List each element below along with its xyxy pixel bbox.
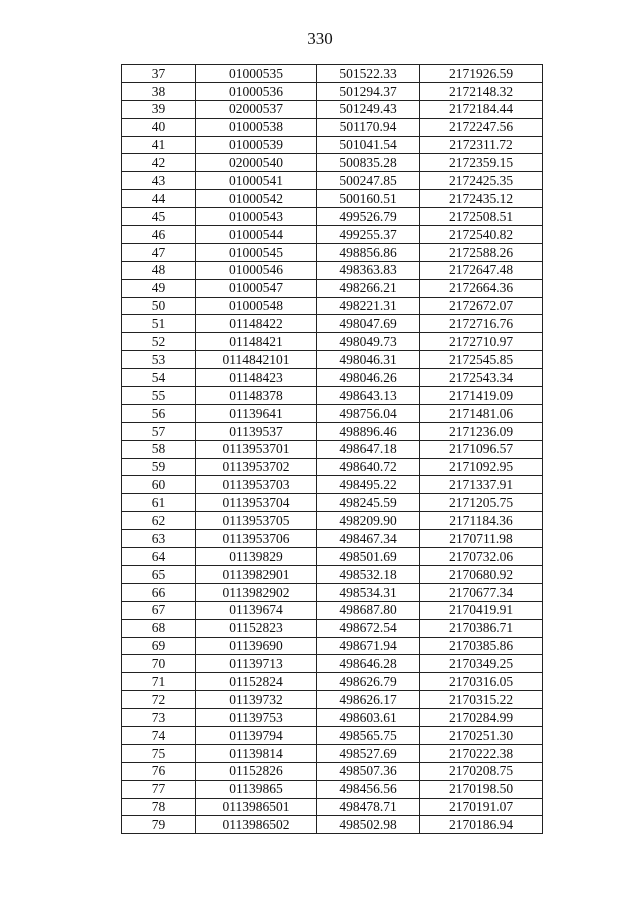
x-coordinate-cell: 501170.94 [317,118,420,136]
table-row [122,798,543,816]
row-number-cell: 69 [122,637,196,655]
table-row [122,387,543,405]
table-row [122,673,543,691]
row-number-cell: 73 [122,709,196,727]
point-code-cell: 0113986501 [196,798,317,816]
x-coordinate-cell: 501041.54 [317,136,420,154]
point-code-cell: 01148423 [196,369,317,387]
y-coordinate-cell: 2172359.15 [420,154,543,172]
x-coordinate-cell: 500160.51 [317,190,420,208]
y-coordinate-cell: 2170315.22 [420,691,543,709]
point-code-cell: 01000545 [196,243,317,261]
point-code-cell: 0113953701 [196,440,317,458]
x-coordinate-cell: 501249.43 [317,100,420,118]
y-coordinate-cell: 2171184.36 [420,512,543,530]
row-number-cell: 53 [122,351,196,369]
table-row [122,691,543,709]
row-number-cell: 78 [122,798,196,816]
x-coordinate-cell: 498527.69 [317,744,420,762]
x-coordinate-cell: 498363.83 [317,261,420,279]
x-coordinate-cell: 498495.22 [317,476,420,494]
point-code-cell: 01000544 [196,226,317,244]
y-coordinate-cell: 2172247.56 [420,118,543,136]
table-row [122,279,543,297]
y-coordinate-cell: 2170251.30 [420,726,543,744]
y-coordinate-cell: 2172710.97 [420,333,543,351]
x-coordinate-cell: 498478.71 [317,798,420,816]
x-coordinate-cell: 500835.28 [317,154,420,172]
x-coordinate-cell: 498245.59 [317,494,420,512]
row-number-cell: 59 [122,458,196,476]
table-row [122,548,543,566]
table-row [122,744,543,762]
y-coordinate-cell: 2170222.38 [420,744,543,762]
point-code-cell: 01000542 [196,190,317,208]
point-code-cell: 01000543 [196,208,317,226]
table-row [122,530,543,548]
point-code-cell: 01000547 [196,279,317,297]
point-code-cell: 01148378 [196,387,317,405]
x-coordinate-cell: 498565.75 [317,726,420,744]
point-code-cell: 01000546 [196,261,317,279]
point-code-cell: 01000535 [196,65,317,83]
row-number-cell: 45 [122,208,196,226]
x-coordinate-cell: 498671.94 [317,637,420,655]
point-code-cell: 01139690 [196,637,317,655]
y-coordinate-cell: 2171096.57 [420,440,543,458]
y-coordinate-cell: 2171092.95 [420,458,543,476]
row-number-cell: 37 [122,65,196,83]
point-code-cell: 0113953706 [196,530,317,548]
x-coordinate-cell: 498467.34 [317,530,420,548]
coordinates-table [121,64,543,834]
x-coordinate-cell: 498534.31 [317,583,420,601]
point-code-cell: 01139829 [196,548,317,566]
row-number-cell: 52 [122,333,196,351]
table-row [122,65,543,83]
row-number-cell: 48 [122,261,196,279]
table-row [122,369,543,387]
y-coordinate-cell: 2171337.91 [420,476,543,494]
row-number-cell: 38 [122,82,196,100]
row-number-cell: 49 [122,279,196,297]
y-coordinate-cell: 2171419.09 [420,387,543,405]
y-coordinate-cell: 2170198.50 [420,780,543,798]
y-coordinate-cell: 2172672.07 [420,297,543,315]
row-number-cell: 43 [122,172,196,190]
row-number-cell: 71 [122,673,196,691]
point-code-cell: 01139537 [196,422,317,440]
row-number-cell: 74 [122,726,196,744]
table-row [122,780,543,798]
row-number-cell: 66 [122,583,196,601]
y-coordinate-cell: 2172664.36 [420,279,543,297]
y-coordinate-cell: 2172716.76 [420,315,543,333]
x-coordinate-cell: 501294.37 [317,82,420,100]
table-row [122,422,543,440]
y-coordinate-cell: 2170386.71 [420,619,543,637]
table-row [122,583,543,601]
x-coordinate-cell: 498456.56 [317,780,420,798]
table-row [122,476,543,494]
x-coordinate-cell: 499526.79 [317,208,420,226]
point-code-cell: 01152826 [196,762,317,780]
x-coordinate-cell: 498896.46 [317,422,420,440]
row-number-cell: 55 [122,387,196,405]
point-code-cell: 01148421 [196,333,317,351]
table-row [122,458,543,476]
y-coordinate-cell: 2170680.92 [420,565,543,583]
y-coordinate-cell: 2170385.86 [420,637,543,655]
y-coordinate-cell: 2170349.25 [420,655,543,673]
x-coordinate-cell: 498687.80 [317,601,420,619]
table-row [122,404,543,422]
row-number-cell: 70 [122,655,196,673]
row-number-cell: 68 [122,619,196,637]
table-row [122,709,543,727]
x-coordinate-cell: 498647.18 [317,440,420,458]
y-coordinate-cell: 2172588.26 [420,243,543,261]
table-row [122,100,543,118]
row-number-cell: 64 [122,548,196,566]
x-coordinate-cell: 498502.98 [317,816,420,834]
row-number-cell: 75 [122,744,196,762]
row-number-cell: 39 [122,100,196,118]
x-coordinate-cell: 498626.79 [317,673,420,691]
row-number-cell: 46 [122,226,196,244]
point-code-cell: 0113982901 [196,565,317,583]
point-code-cell: 01000536 [196,82,317,100]
y-coordinate-cell: 2172508.51 [420,208,543,226]
y-coordinate-cell: 2170316.05 [420,673,543,691]
point-code-cell: 01139732 [196,691,317,709]
y-coordinate-cell: 2170419.91 [420,601,543,619]
y-coordinate-cell: 2172148.32 [420,82,543,100]
table-row [122,208,543,226]
table-row [122,512,543,530]
point-code-cell: 01139794 [196,726,317,744]
x-coordinate-cell: 498643.13 [317,387,420,405]
row-number-cell: 44 [122,190,196,208]
point-code-cell: 01000541 [196,172,317,190]
point-code-cell: 0114842101 [196,351,317,369]
row-number-cell: 67 [122,601,196,619]
x-coordinate-cell: 498049.73 [317,333,420,351]
point-code-cell: 01152824 [196,673,317,691]
y-coordinate-cell: 2172435.12 [420,190,543,208]
x-coordinate-cell: 498626.17 [317,691,420,709]
row-number-cell: 56 [122,404,196,422]
row-number-cell: 40 [122,118,196,136]
x-coordinate-cell: 498046.31 [317,351,420,369]
row-number-cell: 50 [122,297,196,315]
row-number-cell: 47 [122,243,196,261]
row-number-cell: 62 [122,512,196,530]
x-coordinate-cell: 498209.90 [317,512,420,530]
row-number-cell: 58 [122,440,196,458]
y-coordinate-cell: 2170191.07 [420,798,543,816]
x-coordinate-cell: 499255.37 [317,226,420,244]
table-row [122,565,543,583]
point-code-cell: 01139641 [196,404,317,422]
table-row [122,136,543,154]
row-number-cell: 63 [122,530,196,548]
table-row [122,351,543,369]
row-number-cell: 51 [122,315,196,333]
x-coordinate-cell: 498603.61 [317,709,420,727]
y-coordinate-cell: 2171481.06 [420,404,543,422]
y-coordinate-cell: 2170208.75 [420,762,543,780]
y-coordinate-cell: 2171926.59 [420,65,543,83]
table-row [122,190,543,208]
page-number: 330 [307,29,333,48]
y-coordinate-cell: 2171205.75 [420,494,543,512]
point-code-cell: 0113953703 [196,476,317,494]
table-row [122,726,543,744]
table-row [122,226,543,244]
table-row [122,619,543,637]
table-row [122,261,543,279]
point-code-cell: 01000548 [196,297,317,315]
row-number-cell: 54 [122,369,196,387]
point-code-cell: 01152823 [196,619,317,637]
table-row [122,494,543,512]
point-code-cell: 0113982902 [196,583,317,601]
table-row [122,154,543,172]
row-number-cell: 77 [122,780,196,798]
point-code-cell: 01139865 [196,780,317,798]
row-number-cell: 57 [122,422,196,440]
y-coordinate-cell: 2172543.34 [420,369,543,387]
y-coordinate-cell: 2170677.34 [420,583,543,601]
row-number-cell: 42 [122,154,196,172]
y-coordinate-cell: 2172184.44 [420,100,543,118]
x-coordinate-cell: 498672.54 [317,619,420,637]
table-row [122,172,543,190]
x-coordinate-cell: 498646.28 [317,655,420,673]
x-coordinate-cell: 498501.69 [317,548,420,566]
row-number-cell: 60 [122,476,196,494]
y-coordinate-cell: 2172311.72 [420,136,543,154]
point-code-cell: 01139713 [196,655,317,673]
point-code-cell: 0113953704 [196,494,317,512]
y-coordinate-cell: 2170732.06 [420,548,543,566]
x-coordinate-cell: 498266.21 [317,279,420,297]
table-row [122,333,543,351]
row-number-cell: 79 [122,816,196,834]
point-code-cell: 01139753 [196,709,317,727]
row-number-cell: 65 [122,565,196,583]
x-coordinate-cell: 498856.86 [317,243,420,261]
table-row [122,243,543,261]
y-coordinate-cell: 2170711.98 [420,530,543,548]
row-number-cell: 76 [122,762,196,780]
x-coordinate-cell: 498046.26 [317,369,420,387]
x-coordinate-cell: 498532.18 [317,565,420,583]
x-coordinate-cell: 498756.04 [317,404,420,422]
row-number-cell: 41 [122,136,196,154]
point-code-cell: 01139814 [196,744,317,762]
point-code-cell: 01148422 [196,315,317,333]
table-row [122,637,543,655]
table-row [122,118,543,136]
point-code-cell: 02000540 [196,154,317,172]
table-row [122,297,543,315]
x-coordinate-cell: 501522.33 [317,65,420,83]
table-row [122,816,543,834]
table-row [122,315,543,333]
point-code-cell: 01000539 [196,136,317,154]
table-row [122,601,543,619]
y-coordinate-cell: 2172647.48 [420,261,543,279]
x-coordinate-cell: 500247.85 [317,172,420,190]
table-body [122,65,543,834]
table-row [122,655,543,673]
point-code-cell: 01000538 [196,118,317,136]
table-row [122,440,543,458]
y-coordinate-cell: 2172425.35 [420,172,543,190]
y-coordinate-cell: 2171236.09 [420,422,543,440]
point-code-cell: 02000537 [196,100,317,118]
x-coordinate-cell: 498507.36 [317,762,420,780]
point-code-cell: 01139674 [196,601,317,619]
y-coordinate-cell: 2170186.94 [420,816,543,834]
y-coordinate-cell: 2170284.99 [420,709,543,727]
y-coordinate-cell: 2172540.82 [420,226,543,244]
table-row [122,82,543,100]
point-code-cell: 0113986502 [196,816,317,834]
x-coordinate-cell: 498221.31 [317,297,420,315]
row-number-cell: 72 [122,691,196,709]
y-coordinate-cell: 2172545.85 [420,351,543,369]
x-coordinate-cell: 498640.72 [317,458,420,476]
point-code-cell: 0113953705 [196,512,317,530]
x-coordinate-cell: 498047.69 [317,315,420,333]
row-number-cell: 61 [122,494,196,512]
point-code-cell: 0113953702 [196,458,317,476]
table-row [122,762,543,780]
